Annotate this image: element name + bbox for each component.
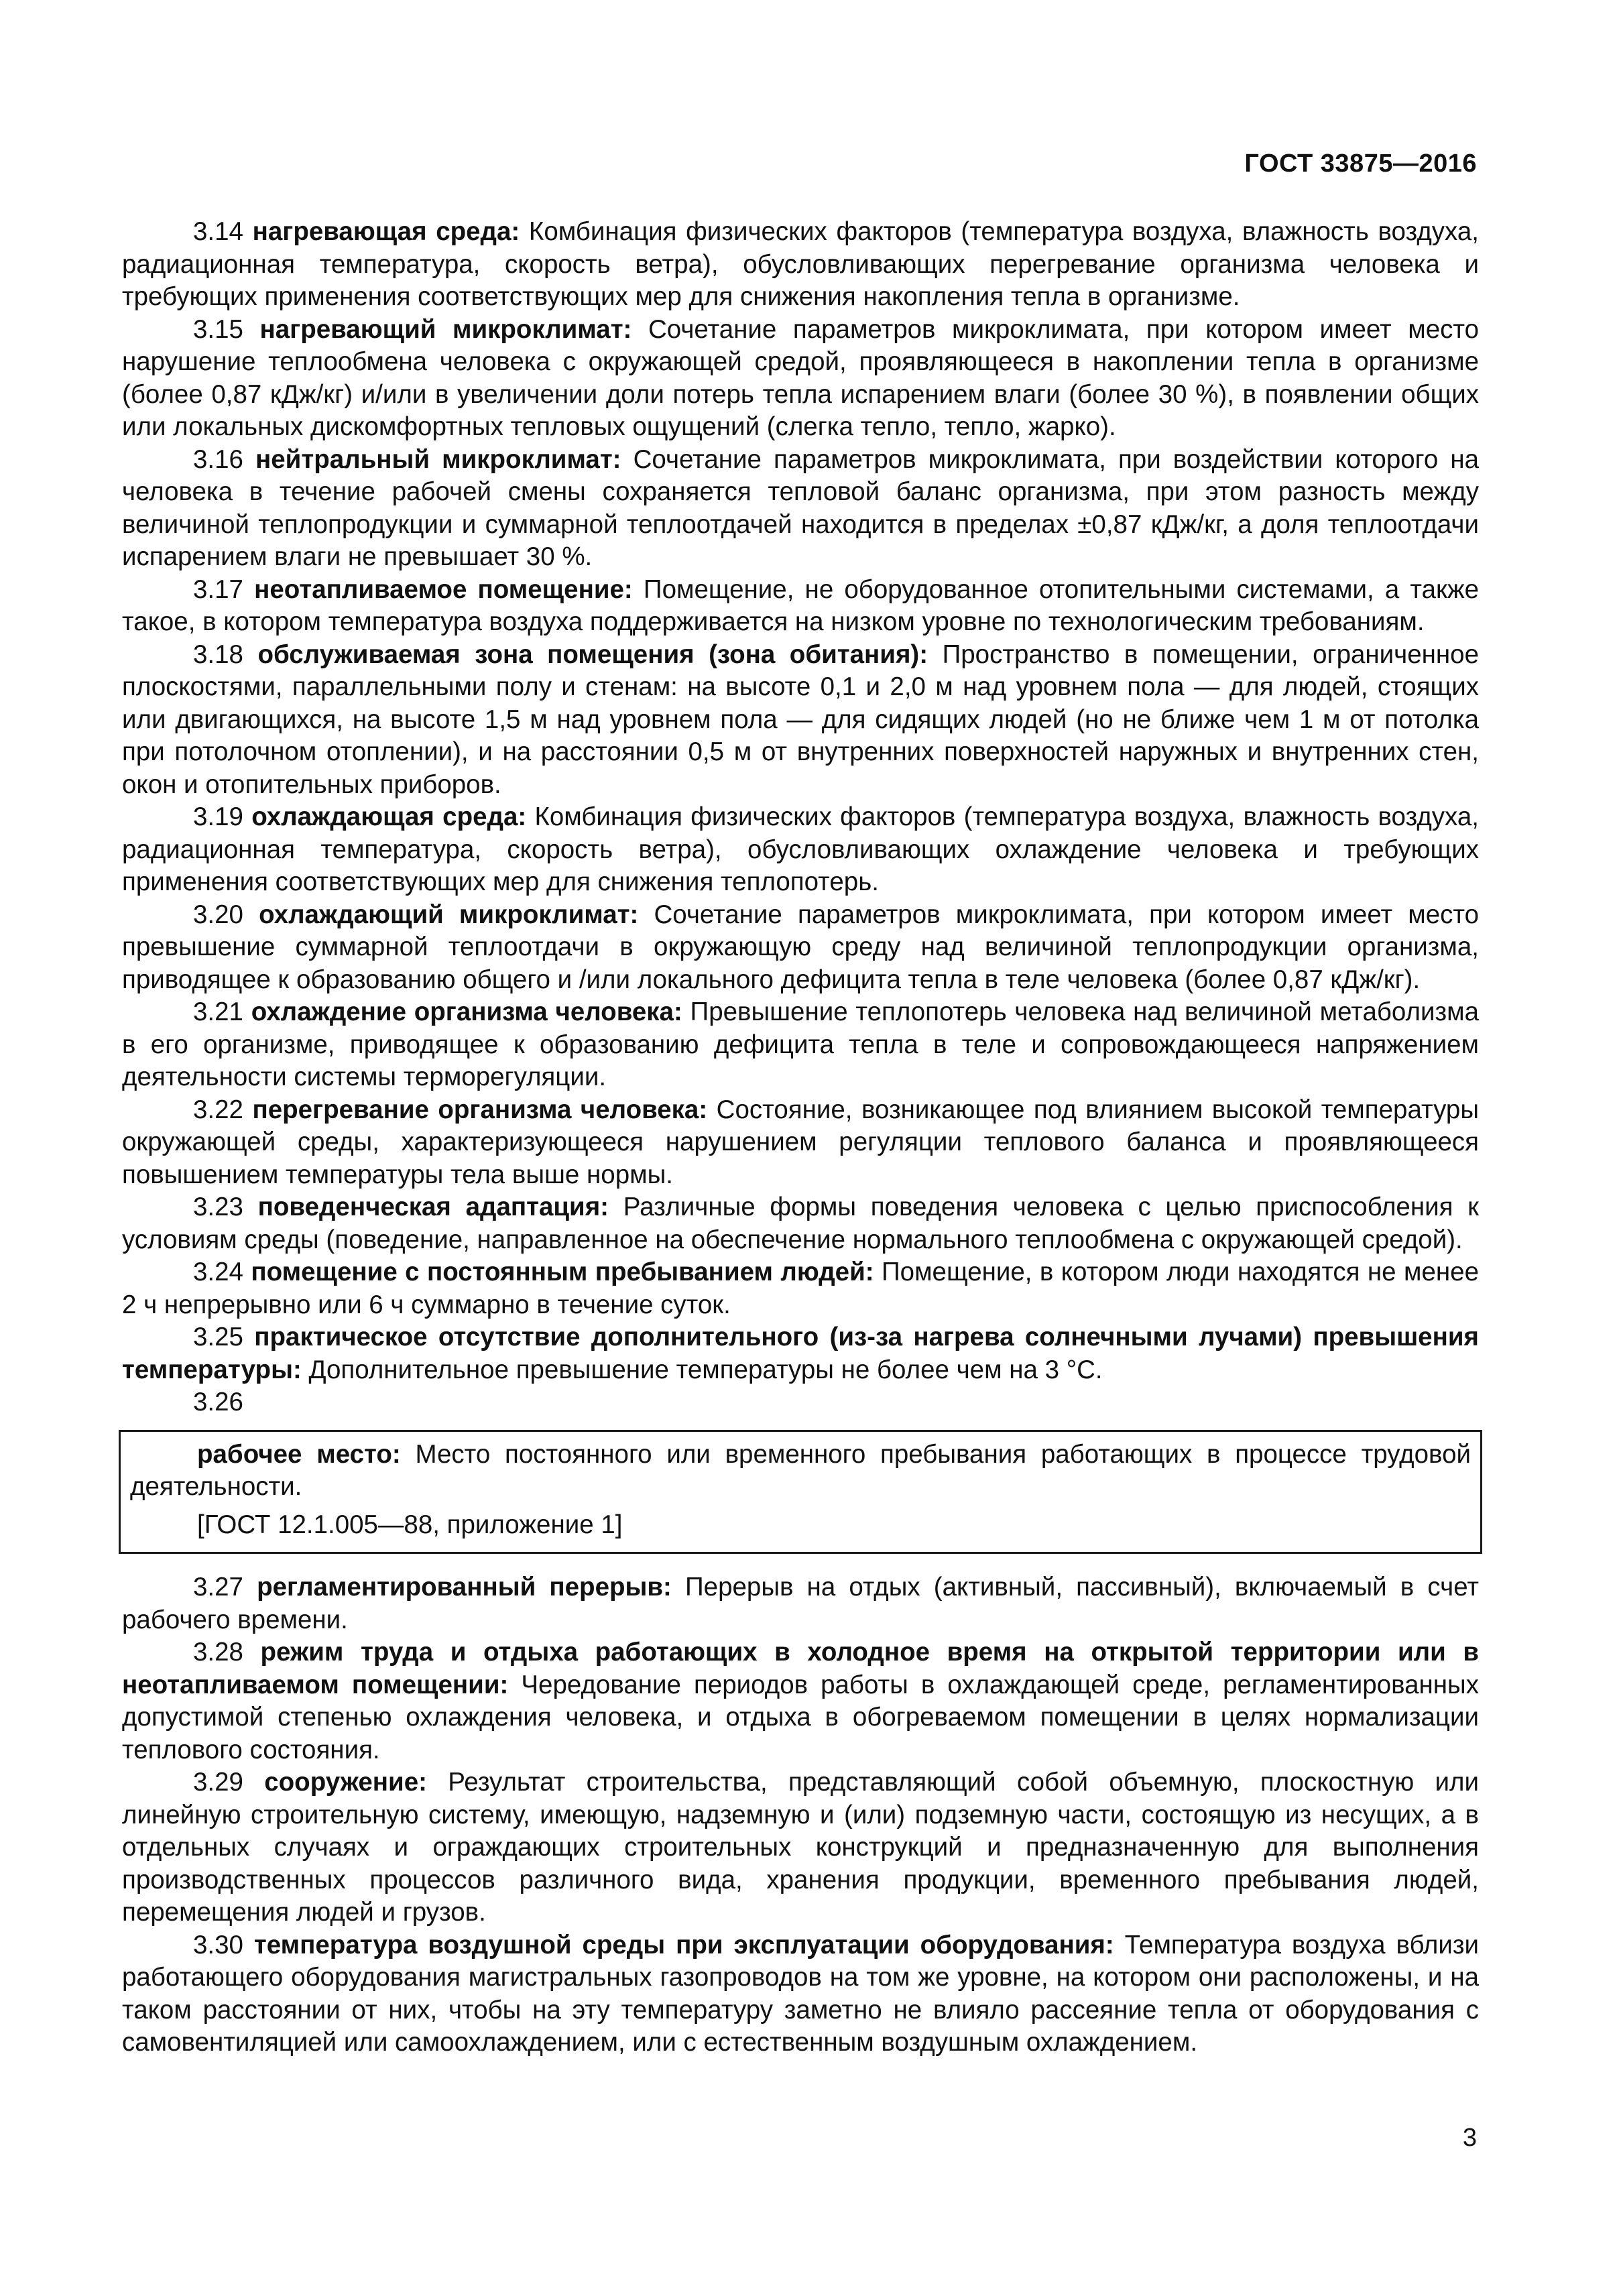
term-entry	[122, 801, 1479, 899]
term-definition: Помещение, не оборудованное отопительными системами, а также такое, в котором температура воздуха поддерживается на низком уровне по технологическим требованиям.	[122, 575, 1480, 636]
term-definition: Место постоянного или временного пребывания работающих в процессе трудовой деятельности.	[130, 1439, 1471, 1501]
term-name: температура воздушной среды при эксплуатации оборудования:	[253, 1930, 1114, 1959]
term-name: поведенческая адаптация:	[257, 1193, 609, 1221]
term-entry	[130, 1439, 1471, 1504]
term-name: рабочее место:	[197, 1439, 401, 1469]
term-definition: Превышение теплопотерь человека над величиной метаболизма в его организме, приводящее к образованию дефицита тепла в теле и сопровождающееся напряжением деятельности системы терморегуляции.	[122, 998, 1479, 1091]
term-entry	[122, 1929, 1479, 2059]
term-name: охлаждение организма человека:	[251, 998, 682, 1026]
term-name: нагревающая среда:	[252, 217, 520, 246]
term-name: перегревание организма человека:	[252, 1095, 708, 1124]
term-number: 3.14	[193, 217, 243, 246]
term-definition: Перерыв на отдых (активный, пассивный), включаемый в счет рабочего времени.	[122, 1573, 1480, 1634]
term-entry	[122, 1191, 1479, 1256]
term-entry	[122, 574, 1479, 639]
term-number: 3.23	[193, 1193, 243, 1221]
term-entry	[122, 444, 1479, 574]
term-name: сооружение:	[264, 1768, 427, 1797]
term-entry	[122, 1094, 1479, 1192]
term-definition: Помещение, в котором люди находятся не менее 2 ч непрерывно или 6 ч суммарно в течение суток.	[122, 1258, 1479, 1319]
term-definition: Результат строительства, представляющий собой объемную, плоскостную или линейную строительную систему, имеющую, надземную и (или) подземную части, состоящую из несущих, а в отдельных случаях и ограждающих строительных конструкций и предназначенную для выполнения производственных процессов различного вида, хранения продукции, временного пребывания людей, перемещения людей и грузов.	[122, 1768, 1479, 1927]
term-definition: Комбинация физических факторов (температура воздуха, влажность воздуха, радиационная температура, скорость ветра), обусловливающих охлаждение человека и требующих применения соответствующих мер для снижения теплопотерь.	[122, 802, 1479, 896]
term-name: нейтральный микроклимат:	[255, 444, 621, 474]
term-number: 3.29	[193, 1768, 243, 1797]
term-number: 3.15	[193, 314, 243, 344]
term-definition: Чередование периодов работы в охлаждающей среде, регламентированных допустимой степенью охлаждения человека, и отдыха в обогреваемом помещении в целях нормализации теплового состояния.	[122, 1670, 1479, 1764]
term-name: нагревающий микроклимат:	[259, 314, 632, 344]
term-definition: Пространство в помещении, ограниченное плоскостями, параллельными полу и стенам: на высоте 0,1 и 2,0 м над уровнем пола — для людей, стоящих или двигающихся, на высоте 1,5 м над уровнем пола — для сидящих людей (но не ближе чем 1 м от потолка при потолочном отоплении), и на расстоянии 0,5 м от внутренних поверхностей наружных и внутренних стен, окон и отопительных приборов.	[122, 640, 1479, 799]
term-name: регламентированный перерыв:	[257, 1573, 672, 1602]
term-entry	[122, 1256, 1479, 1321]
term-entry	[122, 639, 1479, 802]
document-code: ГОСТ 33875—2016	[1244, 149, 1477, 178]
term-number: 3.24	[193, 1258, 243, 1286]
term-reference: [ГОСТ 12.1.005—88, приложение 1]	[197, 1510, 623, 1539]
term-number: 3.22	[193, 1095, 243, 1124]
term-name: обслуживаемая зона помещения (зона обитания):	[257, 640, 928, 669]
term-number-3-26: 3.26	[193, 1388, 243, 1416]
terms-section	[122, 216, 1479, 2059]
term-name: охлаждающий микроклимат:	[259, 900, 639, 929]
term-number: 3.30	[193, 1930, 243, 1959]
term-number: 3.18	[193, 640, 243, 669]
terms-list-b	[122, 1571, 1479, 2059]
term-number: 3.17	[193, 575, 243, 604]
term-definition: Комбинация физических факторов (температура воздуха, влажность воздуха, радиационная температура, скорость ветра), обусловливающих перегревание организма человека и требующих применения соответствующих мер для снижения накопления тепла в организме.	[122, 217, 1479, 311]
term-definition: Сочетание параметров микроклимата, при котором имеет место нарушение теплообмена человека с окружающей средой, проявляющееся в накоплении тепла в организме (более 0,87 кДж/кг) и/или в увеличении доли потерь тепла испарением влаги (более 30 %), в появлении общих или локальных дискомфортных тепловых ощущений (слегка тепло, тепло, жарко).	[122, 314, 1479, 441]
term-name: неотапливаемое помещение:	[254, 575, 633, 604]
term-number: 3.25	[193, 1323, 243, 1351]
term-name: помещение с постоянным пребыванием людей:	[251, 1258, 874, 1286]
term-definition: Дополнительное превышение температуры не более чем на 3 °С.	[308, 1355, 1103, 1384]
quoted-term-box	[119, 1430, 1482, 1555]
terms-list-a	[122, 216, 1479, 1386]
term-entry	[122, 1321, 1479, 1386]
term-entry	[122, 216, 1479, 314]
term-definition: Состояние, возникающее под влиянием высокой температуры окружающей среды, характеризующееся нарушением регуляции теплового баланса и проявляющееся повышением температуры тела выше нормы.	[122, 1095, 1479, 1189]
term-number: 3.28	[193, 1638, 243, 1667]
term-name: практическое отсутствие дополнительного (из-за нагрева солнечными лучами) превышения температуры:	[122, 1323, 1479, 1384]
term-name: охлаждающая среда:	[251, 802, 527, 831]
page-number: 3	[1462, 2124, 1477, 2152]
term-entry	[122, 996, 1479, 1094]
term-definition: Сочетание параметров микроклимата, при воздействии которого на человека в течение рабочей смены сохраняется тепловой баланс организма, при этом разность между величиной теплопродукции и суммарной теплоотдачей находится в пределах ±0,87 кДж/кг, а доля теплоотдачи испарением влаги не превышает 30 %.	[122, 444, 1480, 571]
term-number: 3.27	[193, 1573, 243, 1602]
term-definition: Различные формы поведения человека с целью приспособления к условиям среды (поведение, направленное на обеспечение нормального теплообмена с окружающей средой).	[122, 1193, 1479, 1254]
term-number: 3.19	[193, 802, 243, 831]
term-definition: Температура воздуха вблизи работающего оборудования магистральных газопроводов на том же уровне, на котором они расположены, и на таком расстоянии от них, чтобы на эту температуру заметно не влияло рассеяние тепла от оборудования с самовентиляцией или самоохлаждением, или с естественным воздушным охлаждением.	[122, 1930, 1479, 2057]
term-entry	[122, 899, 1479, 997]
term-name: режим труда и отдыха работающих в холодное время на открытой территории или в неотапливаемом помещении:	[122, 1638, 1479, 1699]
term-entry	[122, 1636, 1479, 1766]
term-definition: Сочетание параметров микроклимата, при котором имеет место превышение суммарной теплоотдачи в окружающую среду над величиной теплопродукции организма, приводящее к образованию общего и /или локального дефицита тепла в теле человека (более 0,87 кДж/кг).	[122, 900, 1479, 994]
term-number: 3.20	[193, 900, 243, 929]
term-number: 3.21	[193, 998, 243, 1026]
term-entry	[122, 1766, 1479, 1929]
term-entry	[122, 314, 1479, 444]
term-number: 3.16	[193, 444, 243, 474]
term-entry	[122, 1571, 1479, 1636]
